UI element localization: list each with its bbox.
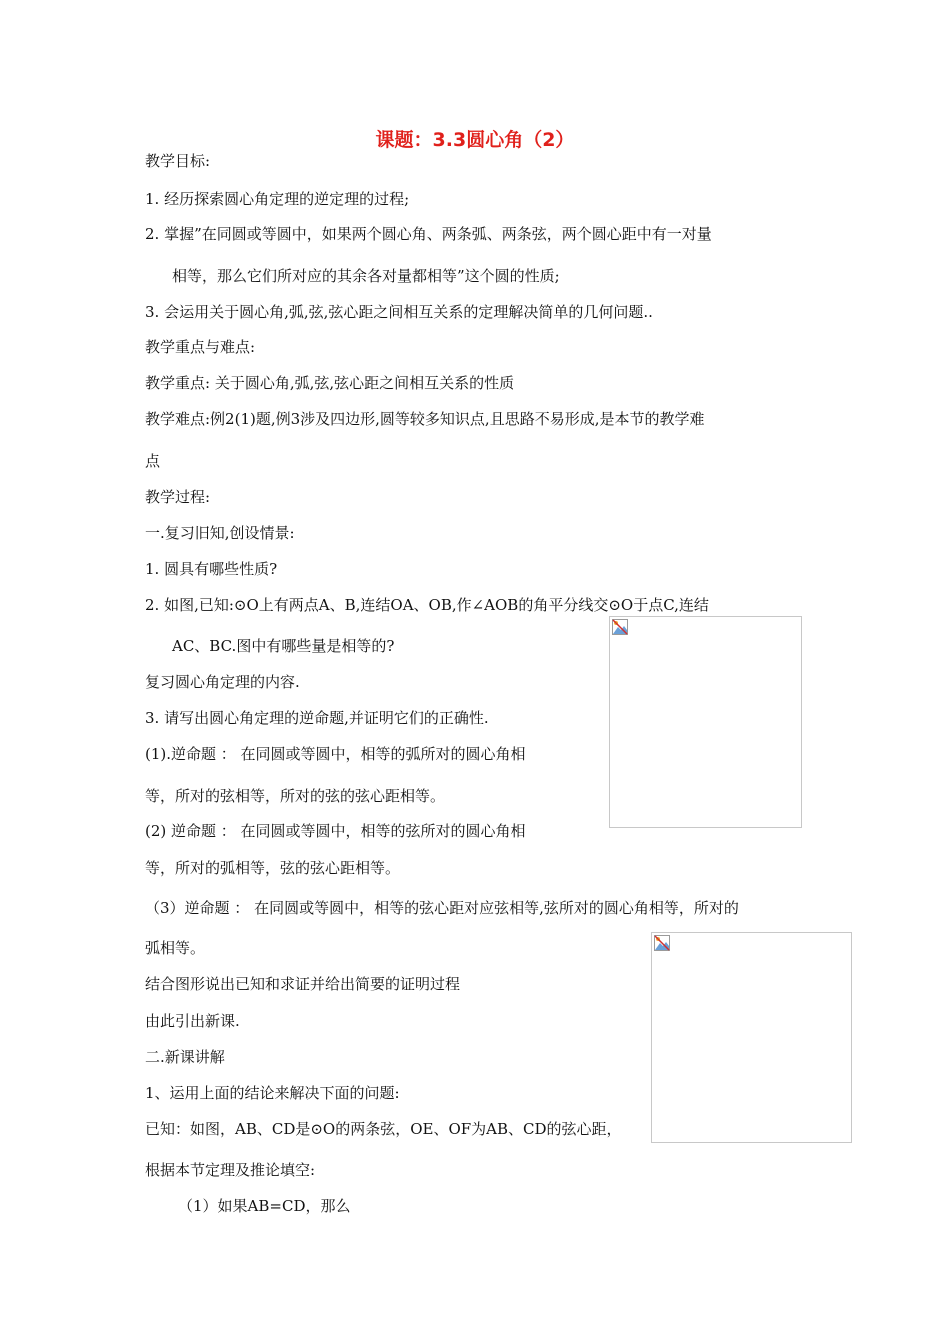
known-line: 已知：如图，AB、CD是⊙O的两条弦，OE、OF为AB、CD的弦心距，	[145, 1120, 622, 1138]
difficulty-cont: 点	[145, 452, 161, 470]
key-point: 教学重点: 关于圆心角,弧,弦,弦心距之间相互关系的性质	[145, 374, 515, 392]
question-1: 1. 圆具有哪些性质?	[145, 560, 278, 578]
review-line: 复习圆心角定理的内容.	[145, 673, 300, 691]
figure-1-placeholder	[609, 616, 802, 828]
question-3: 3. 请写出圆心角定理的逆命题,并证明它们的正确性.	[145, 709, 489, 727]
converse-2-cont: 等，所对的弧相等，弦的弦心距相等。	[145, 859, 401, 877]
question-2: 2. 如图,已知:⊙O上有两点A、B,连结OA、OB,作∠AOB的角平分线交⊙O于点C,连结	[145, 596, 709, 614]
lead-line: 由此引出新课.	[145, 1012, 240, 1030]
broken-image-icon	[654, 935, 670, 951]
page-title: 课题：3.3圆心角（2）	[375, 129, 575, 151]
process-heading: 教学过程:	[145, 488, 211, 506]
goal-item-1: 1. 经历探索圆心角定理的逆定理的过程;	[145, 190, 410, 208]
converse-2: (2) 逆命题 ： 在同圆或等圆中，相等的弦所对的圆心角相	[145, 822, 526, 840]
converse-3: （3）逆命题 ： 在同圆或等圆中，相等的弦心距对应弦相等,弦所对的圆心角相等，所对的	[145, 899, 739, 917]
goal-item-2: 2. 掌握”在同圆或等圆中，如果两个圆心角、两条弧、两条弦，两个圆心距中有一对量	[145, 225, 712, 243]
converse-1-cont: 等，所对的弦相等，所对的弦的弦心距相等。	[145, 787, 446, 805]
difficulty: 教学难点:例2(1)题,例3涉及四边形,圆等较多知识点,且思路不易形成,是本节的教学难	[145, 410, 705, 428]
converse-1: (1).逆命题 ： 在同圆或等圆中，相等的弧所对的圆心角相	[145, 745, 526, 763]
question-2-cont: AC、BC.图中有哪些量是相等的?	[172, 637, 395, 655]
goals-heading: 教学目标:	[145, 152, 211, 170]
section-1-heading: 一.复习旧知,创设情景:	[145, 524, 295, 542]
broken-image-icon	[612, 619, 628, 635]
fill-item-1: （1）如果AB=CD，那么	[178, 1197, 351, 1215]
converse-3-cont: 弧相等。	[145, 939, 206, 957]
fill-instruction: 根据本节定理及推论填空:	[145, 1161, 316, 1179]
new-item-1: 1、运用上面的结论来解决下面的问题:	[145, 1084, 400, 1102]
section-2-heading: 二.新课讲解	[145, 1048, 225, 1066]
figure-2-placeholder	[651, 932, 852, 1143]
key-heading: 教学重点与难点:	[145, 338, 256, 356]
goal-item-2-cont: 相等，那么它们所对应的其余各对量都相等”这个圆的性质;	[172, 267, 560, 285]
goal-item-3: 3. 会运用关于圆心角,弧,弦,弦心距之间相互关系的定理解决简单的几何问题..	[145, 303, 653, 321]
combine-line: 结合图形说出已知和求证并给出简要的证明过程	[145, 975, 461, 993]
